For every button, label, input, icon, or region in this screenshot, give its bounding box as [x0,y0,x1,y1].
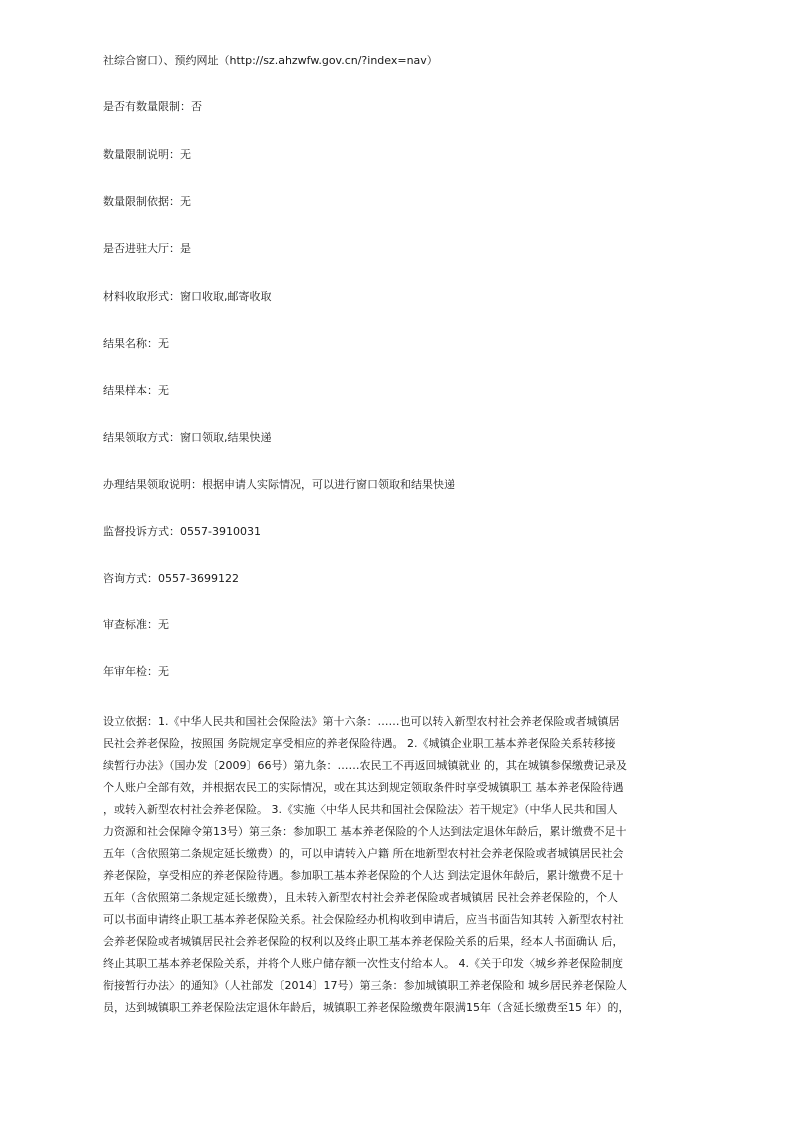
result-method-field: 结果领取方式：窗口领取,结果快递 [103,431,272,444]
appointment-line: 社综合窗口）、预约网址（http://sz.ahzwfw.gov.cn/?index=nav） [103,54,438,67]
basis-line: 个人账户全部有效，并根据农民工的实际情况，或在其达到规定领取条件时享受城镇职工 基本养老保险待遇 [103,781,624,794]
legal-basis-paragraph [103,711,691,1019]
result-sample-field: 结果样本：无 [103,384,169,397]
result-description-field: 办理结果领取说明：根据申请人实际情况，可以进行窗口领取和结果快递 [103,478,455,491]
basis-line: 五年（含依照第二条规定延长缴费），且未转入新型农村社会养老保险或者城镇居 民社会养老保险的，个人 [103,891,618,904]
in-hall-field: 是否进驻大厅：是 [103,242,191,255]
basis-line: 终止其职工基本养老保险关系，并将个人账户储存额一次性支付给本人。 4.《关于印发〈城乡养老保险制度 [103,957,623,970]
result-name-field: 结果名称：无 [103,337,169,350]
basis-line: 养老保险，享受相应的养老保险待遇。参加职工基本养老保险的个人达 到法定退休年龄后，累计缴费不足十 [103,869,624,882]
basis-line: 员，达到城镇职工养老保险法定退休年龄后，城镇职工养老保险缴费年限满15年（含延长缴费至15 年）的， [103,1001,630,1014]
limit-description-field: 数量限制说明：无 [103,148,191,161]
quantity-limit-field: 是否有数量限制：否 [103,100,202,113]
annual-review-field: 年审年检：无 [103,665,169,678]
consult-field: 咨询方式：0557-3699122 [103,572,239,585]
basis-line: 设立依据：1.《中华人民共和国社会保险法》第十六条：……也可以转入新型农村社会养老保险或者城镇居 [103,715,620,728]
material-form-field: 材料收取形式：窗口收取,邮寄收取 [103,290,272,303]
complaint-field: 监督投诉方式：0557-3910031 [103,525,261,538]
limit-basis-field: 数量限制依据：无 [103,195,191,208]
basis-line: 会养老保险或者城镇居民社会养老保险的权利以及终止职工基本养老保险关系的后果，经本人书面确认 后， [103,935,624,948]
basis-line: 衔接暂行办法〉的通知》（人社部发〔2014〕17号）第三条：参加城镇职工养老保险和 城乡居民养老保险人 [103,979,627,992]
basis-line: ，或转入新型农村社会养老保险。 3.《实施〈中华人民共和国社会保险法〉若干规定》（中华人民共和国人 [103,803,618,816]
basis-line: 民社会养老保险，按照国 务院规定享受相应的养老保险待遇。 2.《城镇企业职工基本养老保险关系转移接 [103,737,616,750]
basis-line: 力资源和社会保障令第13号）第三条：参加职工 基本养老保险的个人达到法定退休年龄后，累计缴费不足十 [103,825,627,838]
basis-line: 续暂行办法》（国办发〔2009〕66号）第九条：……农民工不再返回城镇就业 的，其在城镇参保缴费记录及 [103,759,627,772]
basis-line: 五年（含依照第二条规定延长缴费）的，可以申请转入户籍 所在地新型农村社会养老保险或者城镇居民社会 [103,847,624,860]
basis-line: 可以书面申请终止职工基本养老保险关系。社会保险经办机构收到申请后，应当书面告知其转 入新型农村社 [103,913,624,926]
review-standard-field: 审查标准：无 [103,618,169,631]
